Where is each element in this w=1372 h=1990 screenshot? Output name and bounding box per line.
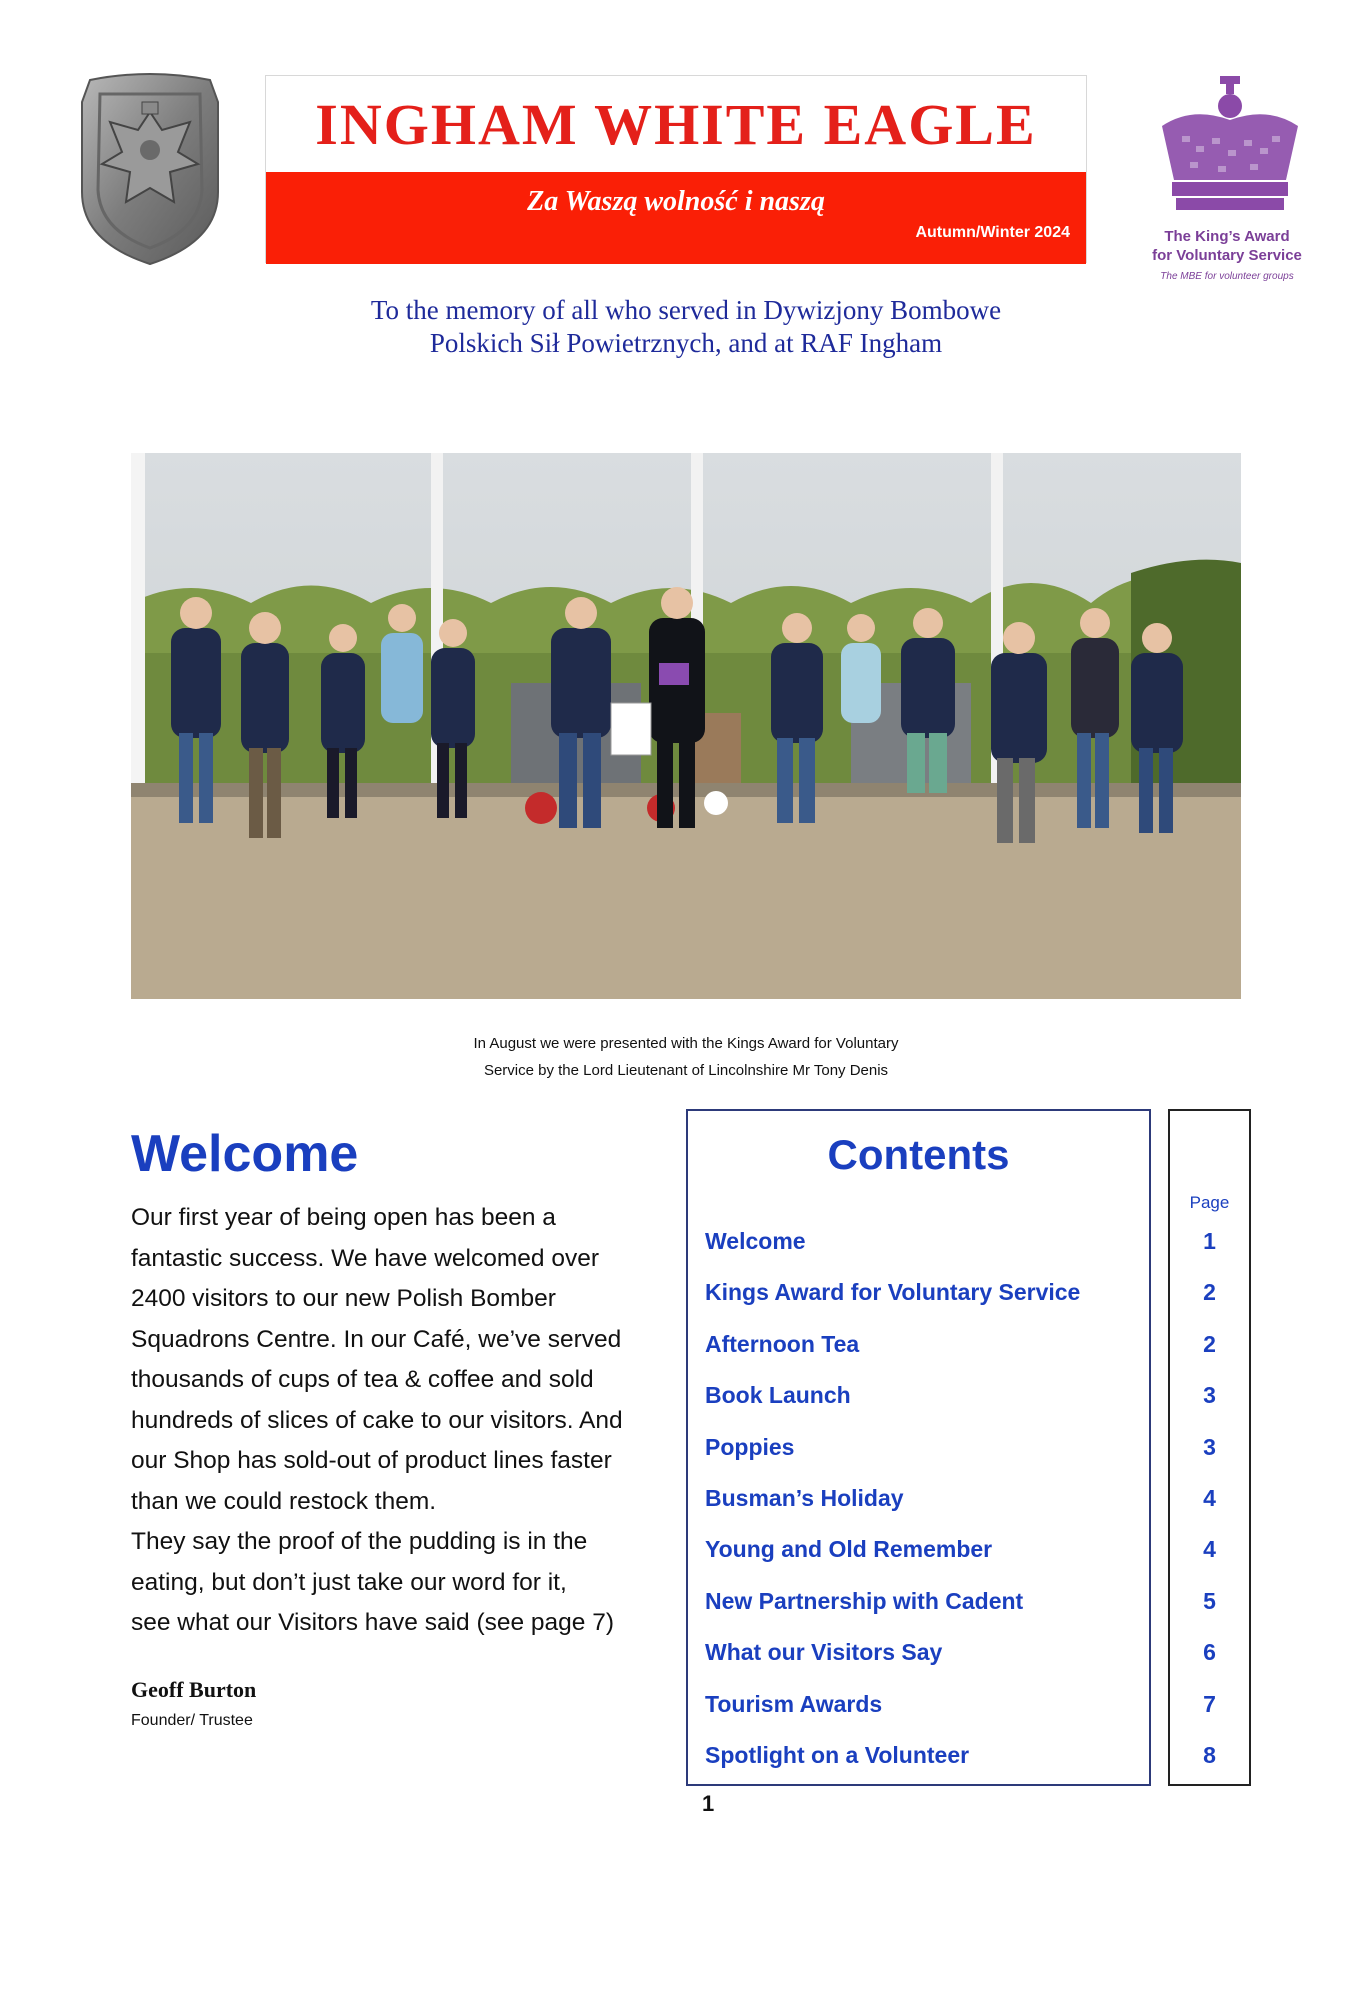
welcome-line: than we could restock them. — [131, 1487, 437, 1515]
signer-name: Geoff Burton — [131, 1677, 257, 1702]
contents-list — [705, 1216, 1080, 1781]
welcome-line: eating, but don’t just take our word for it, — [131, 1568, 567, 1596]
polish-eagle-badge-icon — [70, 72, 230, 268]
contents-item[interactable]: Busman’s Holiday — [705, 1484, 904, 1511]
signer-role: Founder/ Trustee — [131, 1712, 253, 1729]
contents-item[interactable]: What our Visitors Say — [705, 1639, 943, 1666]
contents-page-number: 3 — [1203, 1382, 1216, 1409]
contents-heading: Contents — [827, 1131, 1010, 1178]
contents-page-number: 8 — [1203, 1741, 1216, 1768]
welcome-body — [131, 1198, 671, 1644]
contents-page-number: 7 — [1203, 1690, 1216, 1717]
welcome-line: fantastic success. We have welcomed over — [131, 1244, 599, 1272]
welcome-line: They say the proof of the pudding is in the — [131, 1528, 588, 1555]
welcome-line: Our first year of being open has been a — [131, 1204, 556, 1231]
welcome-line: thousands of cups of tea & coffee and sold — [131, 1366, 594, 1393]
contents-page-number: 2 — [1203, 1330, 1216, 1357]
contents-page-number: 4 — [1203, 1484, 1216, 1511]
masthead-title-area — [266, 76, 1086, 172]
contents-page-number: 5 — [1203, 1587, 1216, 1614]
page-numbers-list — [1170, 1216, 1249, 1781]
award-ceremony-photo — [131, 453, 1241, 999]
welcome-line: hundreds of slices of cake to our visitors. And — [131, 1406, 623, 1434]
dedication-line1: To the memory of all who served in Dywizjony Bombowe — [370, 295, 1002, 325]
crown-icon — [1152, 76, 1308, 216]
dedication-line2: Polskich Sił Powietrznych, and at RAF Ingham — [429, 328, 943, 358]
contents-page-number: 2 — [1203, 1279, 1216, 1306]
page-number: 1 — [702, 1791, 715, 1816]
kings-award-logo — [1137, 76, 1317, 291]
contents-item[interactable]: Kings Award for Voluntary Service — [705, 1279, 1081, 1306]
contents-item[interactable]: New Partnership with Cadent — [705, 1587, 1024, 1614]
welcome-line: see what our Visitors have said (see page 7) — [131, 1609, 615, 1636]
contents-box — [686, 1109, 1151, 1786]
welcome-line: 2400 visitors to our new Polish Bomber — [131, 1285, 556, 1312]
newsletter-title: INGHAM WHITE EAGLE — [315, 91, 1037, 157]
contents-page-number: 1 — [1203, 1228, 1216, 1254]
motto: Za Waszą wolność i naszą — [527, 186, 825, 217]
photo-caption — [300, 1030, 1072, 1084]
contents-item[interactable]: Afternoon Tea — [705, 1330, 860, 1357]
welcome-heading: Welcome — [131, 1125, 359, 1183]
masthead — [265, 75, 1087, 263]
contents-page-number: 4 — [1203, 1536, 1216, 1563]
contents-item[interactable]: Welcome — [705, 1228, 806, 1254]
contents-item[interactable]: Book Launch — [705, 1382, 851, 1409]
contents-item[interactable]: Spotlight on a Volunteer — [705, 1741, 970, 1768]
page-numbers-box — [1168, 1109, 1251, 1786]
page-column-label: Page — [1189, 1193, 1230, 1212]
dedication — [200, 294, 1172, 360]
photo-caption-line2: Service by the Lord Lieutenant of Lincolnshire Mr Tony Denis — [483, 1062, 889, 1079]
contents-item[interactable]: Tourism Awards — [705, 1690, 883, 1717]
award-tagline: The MBE for volunteer groups — [1160, 271, 1294, 282]
edition-label: Autumn/Winter 2024 — [915, 224, 1070, 241]
contents-item[interactable]: Poppies — [705, 1433, 795, 1460]
award-title-line2: for Voluntary Service — [1152, 247, 1302, 264]
masthead-banner — [266, 172, 1086, 264]
welcome-line: Squadrons Centre. In our Café, we’ve served — [131, 1325, 622, 1353]
contents-page-number: 3 — [1203, 1433, 1216, 1460]
contents-page-number: 6 — [1203, 1639, 1216, 1666]
welcome-line: our Shop has sold-out of product lines faster — [131, 1447, 612, 1474]
award-title-line1: The King’s Award — [1164, 228, 1290, 245]
contents-item[interactable]: Young and Old Remember — [705, 1536, 993, 1563]
photo-caption-line1: In August we were presented with the Kings Award for Voluntary — [473, 1035, 899, 1052]
